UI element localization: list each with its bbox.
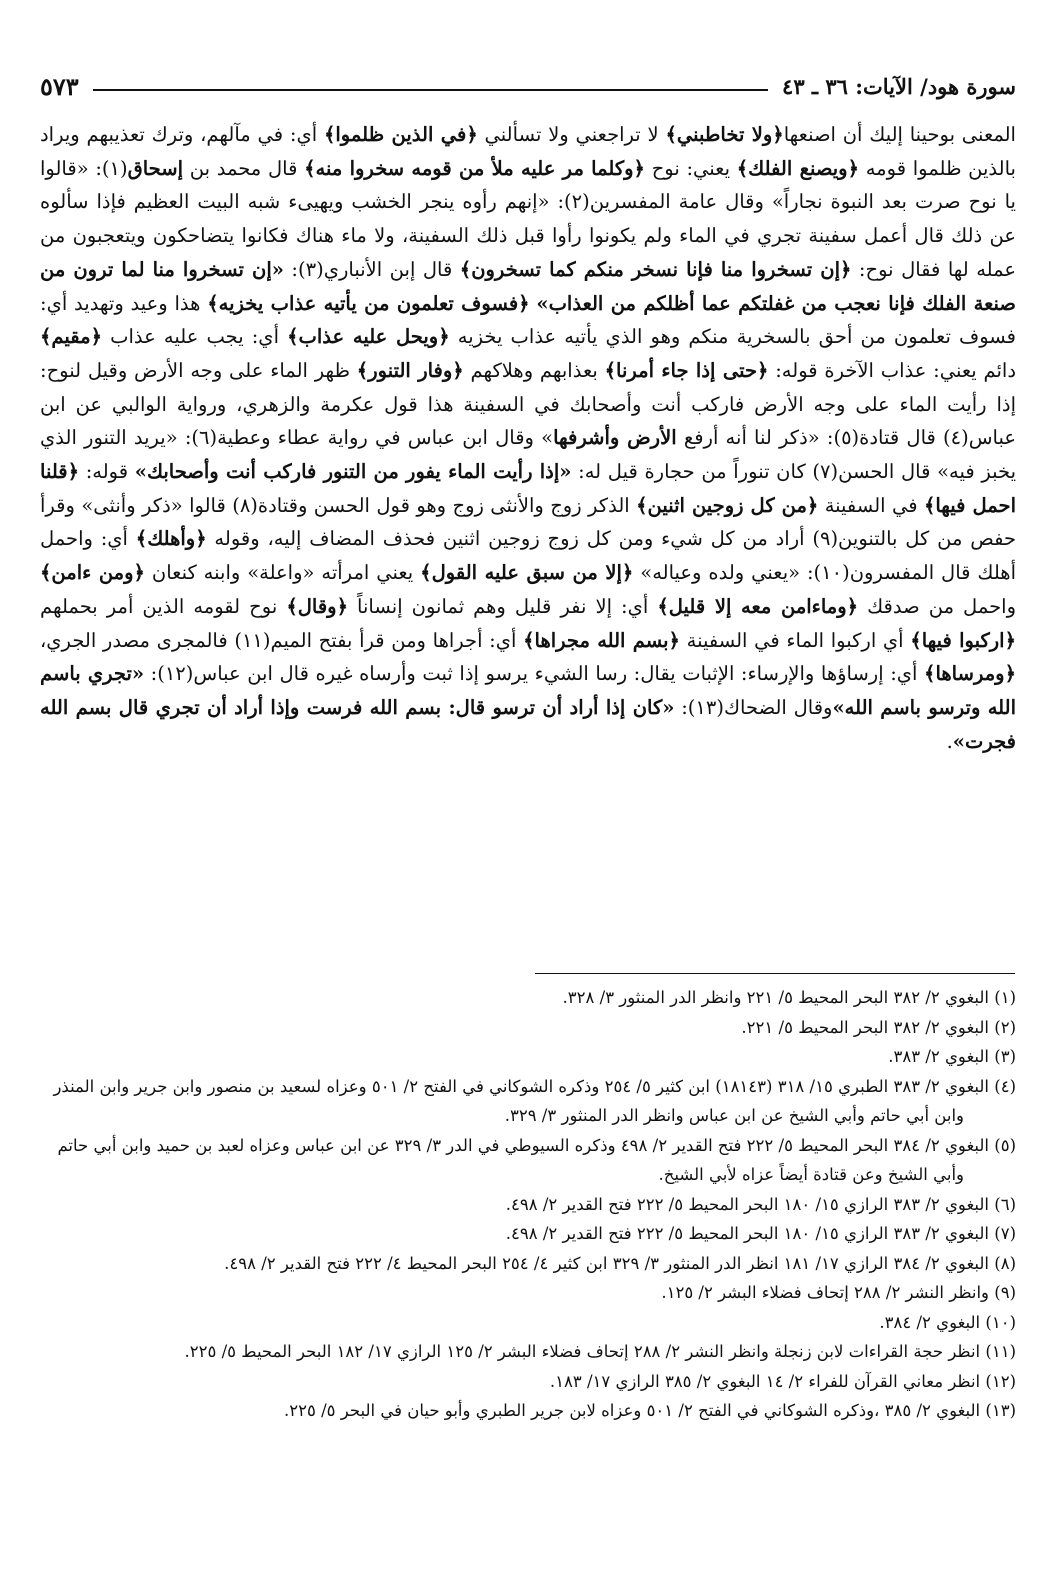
quran-quote: ﴿إلا من سبق عليه القول﴾ (420, 561, 634, 585)
quran-quote: ﴿وأهلك﴾ (135, 527, 207, 551)
running-title: سورة هود/ الآيات: ٣٦ ـ ٤٣ (782, 73, 1016, 99)
text-run: أي: إرساؤها والإرساء: الإثبات يقال: رسا الشيء يرسو إذا ثبت وأرساه غيره قال ابن عباس(١٢): (144, 662, 925, 686)
text-run: (١): «قالوا يا نوح صرت بعد النبوة نجاراً» وقال عامة المفسرين(٢): «إنهم رأوه ينجر الخشب ويهيىء شبه البيت العظيم فإذا سألوه عن ذلك قال أعمل سفينة تجري في الماء ولم يكونوا رأوا قبل ذلك السفينة، ولا ماء هناك فكانوا يتضاحكون ويتعجبون من عمله لها فقال نوح: (40, 156, 1017, 281)
text-run: ظهر الماء على وجه الأرض وقيل لنوح: إذا رأيت الماء على وجه الأرض فاركب أنت وأصحابك في السفينة هذا قول عكرمة والزهري، ورواية الوالبي عن ابن عباس(٤) قال قتادة(٥): «ذكر لنا أنه أرفع (40, 358, 1016, 450)
text-run: واحمل من صدقك (858, 594, 1016, 618)
text-run: في السفينة (818, 493, 924, 517)
quran-quote: ﴿وقال﴾ (286, 594, 349, 618)
text-run: لا تراجعني ولا تسألني (477, 123, 666, 146)
quran-quote: ﴿وكلما مر عليه ملأ من قومه سخروا منه﴾ (304, 156, 645, 180)
quran-quote: ﴿وماءامن معه إلا قليل﴾ (657, 594, 859, 618)
text-run: أي: في مآلهم، وترك تعذيبهم ويراد بالذين ظلموا قومه (40, 123, 1016, 180)
text-run: أي: إلا نفر قليل وهم ثمانون إنساناً (348, 594, 658, 618)
text-run: هذا وعيد وتهديد أي: فسوف تعلمون من أحق بالسخرية منكم وهو الذي يأتيه عذاب يخزيه (40, 291, 1016, 349)
text-run: قوله: (79, 460, 135, 484)
quran-quote: ﴿وفار التنور﴾ (356, 358, 464, 382)
bold-name: إسحاق (127, 156, 184, 180)
footnote: (٨) البغوي ٢/ ٣٨٤ الرازي ١٧/ ١٨١ انظر الدر المنثور ٣/ ٣٢٩ ابن كثير ٤/ ٢٥٤ البحر المحيط ٤/ ٢٢٢ فتح القدير ٢/ ٤٩٨. (224, 1253, 1016, 1273)
text-run: وقال الضحاك(١٣): (674, 695, 833, 719)
footnote: (٩) وانظر النشر ٢/ ٢٨٨ إتحاف فضلاء البشر ٢/ ١٢٥. (661, 1283, 1016, 1302)
text-run: قال إبن الأنباري(٣): (283, 257, 460, 281)
bold-quote: «إن تسخروا منا لما ترون من صنعة الفلك فإنا نعجب من غفلتكم عما أظلكم من العذاب» (40, 257, 1016, 315)
text-run: . (946, 729, 953, 753)
quran-quote: ﴿ويصنع الفلك﴾ (736, 156, 860, 180)
footnote: (١) البغوي ٢/ ٣٨٢ البحر المحيط ٥/ ٢٢١ وانظر الدر المنثور ٣/ ٣٢٨. (562, 988, 1016, 1007)
quran-quote: ﴿اركبوا فيها﴾ (910, 628, 1016, 652)
footnote: (٢) البغوي ٢/ ٣٨٢ البحر المحيط ٥/ ٢٢١. (741, 1017, 1016, 1037)
main-text (40, 118, 1016, 758)
page-number: ٥٧٣ (40, 71, 79, 101)
quran-quote: ﴿من كل زوجين اثنين﴾ (636, 493, 819, 517)
text-run: قال محمد بن (183, 156, 305, 180)
text-run: يعني امرأته «واعلة» وابنه كنعان (144, 561, 421, 585)
footnote: (٧) البغوي ٢/ ٣٨٣ الرازي ١٥/ ١٨٠ البحر المحيط ٥/ ٢٢٢ فتح القدير ٢/ ٤٩٨. (505, 1224, 1016, 1243)
text-run: الذكر زوج والأنثى زوج وهو قول الحسن وقتادة(٨) قالوا «ذكر وأنثى» وقرأ حفص من كل بالتنوين(٩) أراد من كل شيء ومن كل زوج زوجين اثنين فحذف المضاف إليه، وقوله (40, 493, 1017, 551)
text-run: أي: أجراها ومن قرأ بفتح الميم(١١) فالمجرى مصدر الجري، (40, 628, 524, 652)
header-rule (93, 89, 768, 91)
quran-quote: ﴿ومرساها﴾ (924, 662, 1016, 686)
quran-quote: ﴿ومن ءامن﴾ (40, 561, 145, 585)
quran-quote: ﴿قلنا احمل فيها﴾ (40, 460, 1017, 517)
footnote: (٣) البغوي ٢/ ٣٨٣. (888, 1047, 1016, 1066)
bold-quote: الأرض وأشرفها (553, 426, 677, 450)
text-run: يعني: نوح (644, 156, 737, 180)
quran-quote: ﴿حتى إذا جاء أمرنا﴾ (604, 358, 769, 382)
quran-quote: ﴿إن تسخروا منا فإنا نسخر منكم كما تسخرون﴾ (459, 257, 852, 281)
footnote: (٦) البغوي ٢/ ٣٨٣ الرازي ١٥/ ١٨٠ البحر المحيط ٥/ ٢٢٢ فتح القدير ٢/ ٤٩٨. (505, 1194, 1016, 1214)
footnote: (١٣) البغوي ٢/ ٣٨٥ ،وذكره الشوكاني في الفتح ٢/ ٥٠١ وعزاه لابن جرير الطبري وأبو حيان في البحر ٥/ ٢٢٥. (283, 1401, 1016, 1420)
quran-quote: ﴿في الذين ظلموا﴾ (323, 123, 478, 146)
quran-quote: ﴿ولا تخاطبني﴾ (665, 123, 784, 146)
quran-quote: ﴿ويحل عليه عذاب﴾ (287, 325, 450, 349)
text-run: دائم يعني: عذاب الآخرة قوله: (768, 358, 1017, 382)
footnote: (٥) البغوي ٢/ ٣٨٤ البحر المحيط ٥/ ٢٢٢ فتح القدير ٢/ ٤٩٨ وذكره السيوطي في الدر ٣/ ٣٢٩ عن ابن عباس وعزاه لعبد بن حميد وابن أبي حاتم وأبي الشيخ وعن قتادة أيضاً عزاه لأبي الشيخ. (57, 1135, 1016, 1184)
quran-quote: ﴿فسوف تعلمون من يأتيه عذاب يخزيه﴾ (207, 291, 530, 315)
text-run: أي اركبوا الماء في السفينة (679, 628, 911, 652)
text-run: بعذابهم وهلاكهم (463, 358, 605, 382)
footnote: (١٢) انظر معاني القرآن للفراء ٢/ ١٤ البغوي ٢/ ٣٨٥ الرازي ١٧/ ١٨٣. (549, 1371, 1016, 1391)
bold-quote: «كان إذا أراد أن ترسو قال: بسم الله فرست وإذا أراد أن تجري قال بسم الله فجرت» (40, 695, 1016, 753)
text-run: نوح لقومه الذين أمر بحملهم (40, 594, 287, 618)
page-header (40, 66, 1016, 106)
bold-quote: «إذا رأيت الماء يفور من التنور فاركب أنت وأصحابك» (134, 460, 572, 484)
text-run: أي: يجب عليه عذاب (102, 325, 288, 349)
footnotes (40, 983, 1016, 1426)
quran-quote: ﴿مقيم﴾ (40, 325, 103, 349)
footnote: (١١) انظر حجة القراءات لابن زنجلة وانظر النشر ٢/ ٢٨٨ إتحاف فضلاء البشر ٢/ ١٢٥ الرازي ١٧/ ١٨٢ البحر المحيط ٥/ ٢٢٥. (184, 1342, 1016, 1361)
footnote-separator (535, 973, 1015, 974)
bold-quote: «تجري باسم الله وترسو باسم الله» (40, 662, 1016, 719)
footnote: (٤) البغوي ٢/ ٣٨٣ الطبري ١٥/ ٣١٨ (١٨١٤٣) ابن كثير ٥/ ٢٥٤ وذكره الشوكاني في الفتح ٢/ ٥٠١ وعزاه لسعيد بن منصور وابن جرير وابن المنذر وابن أبي حاتم وأبي الشيخ عن ابن عباس وانظر الدر المنثور ٣/ ٣٢٩. (53, 1076, 1016, 1125)
text-run: » وقال ابن عباس في رواية عطاء وعطية(٦): «يريد التنور الذي يخبز فيه» قال الحسن(٧) كان تنوراً من حجارة قيل له: (40, 426, 1016, 484)
text-run: المعنى بوحينا إليك أن اصنعها (783, 123, 1016, 146)
footnote: (١٠) البغوي ٢/ ٣٨٤. (879, 1312, 1016, 1332)
text-run: أي: واحمل أهلك قال المفسرون(١٠): «يعني ولده وعياله» (40, 527, 1017, 585)
quran-quote: ﴿بسم الله مجراها﴾ (523, 628, 680, 652)
